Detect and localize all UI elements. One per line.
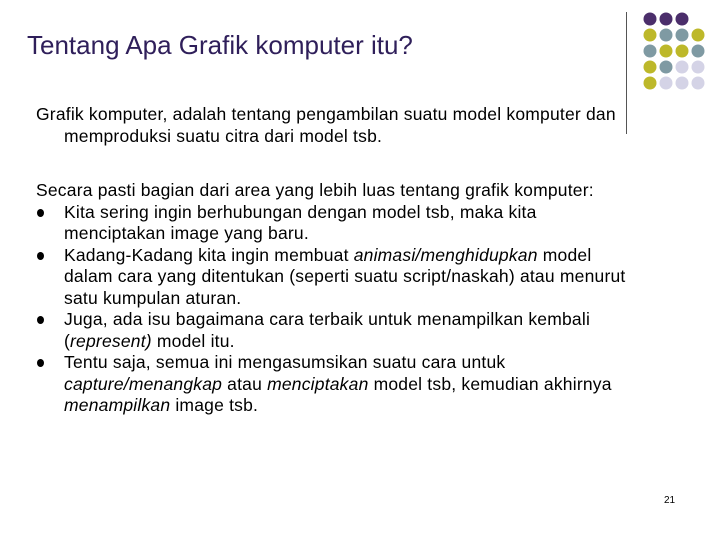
italic-text: capture/menangkap	[64, 373, 223, 394]
bullet-list	[36, 202, 636, 417]
decorative-dot-grid	[640, 10, 720, 120]
bullet-text: model tsb, kemudian akhirnya	[368, 373, 612, 394]
bullet-dot-icon	[37, 316, 44, 324]
italic-text: menciptakan	[267, 373, 369, 394]
paragraph-definition: Grafik komputer, adalah tentang pengambilan suatu model komputer dan memproduksi suatu citra dari model tsb.	[36, 104, 616, 146]
decorative-dot	[676, 13, 689, 26]
decorative-dot	[692, 77, 705, 90]
decorative-dot	[692, 29, 705, 42]
paragraph-intro: Secara pasti bagian dari area yang lebih luas tentang grafik komputer:	[36, 180, 594, 200]
bullet-text: Tentu saja, semua ini mengasumsikan suatu cara untuk	[64, 352, 506, 372]
bullet-dot-icon	[37, 359, 44, 367]
decorative-dot	[644, 61, 657, 74]
bullet-item	[36, 352, 636, 417]
italic-text: animasi/menghidupkan	[353, 244, 538, 265]
decorative-dot	[644, 13, 657, 26]
decorative-dot	[676, 29, 689, 42]
bullet-text: Juga, ada isu bagaimana cara terbaik untuk menampilkan kembali (	[64, 309, 591, 351]
decorative-dot	[644, 45, 657, 58]
decorative-dot	[660, 61, 673, 74]
bullet-dot-icon	[37, 209, 44, 217]
decorative-dot	[644, 29, 657, 42]
slide-body	[36, 104, 636, 417]
bullet-text: model dalam cara yang ditentukan (seperti suatu script/naskah) atau menurut satu kumpulan aturan.	[64, 244, 626, 308]
bullet-text: model itu.	[151, 330, 235, 351]
bullet-item	[36, 309, 636, 352]
italic-text: represent)	[70, 330, 152, 351]
italic-text: menampilkan	[64, 395, 171, 415]
decorative-dot	[660, 29, 673, 42]
page-number: 21	[664, 495, 676, 506]
decorative-dot	[676, 61, 689, 74]
bullet-text: Kita sering ingin berhubungan dengan model tsb, maka kita menciptakan image yang baru.	[64, 201, 537, 243]
bullet-text: Kadang-Kadang kita ingin membuat	[64, 244, 354, 265]
decorative-dot	[692, 45, 705, 58]
bullet-item	[36, 202, 636, 245]
slide-title: Tentang Apa Grafik komputer itu?	[27, 30, 413, 60]
decorative-dot	[660, 77, 673, 90]
bullet-text: image tsb.	[170, 395, 259, 415]
decorative-dot	[660, 13, 673, 26]
decorative-dot	[676, 77, 689, 90]
decorative-dot	[644, 77, 657, 90]
bullet-dot-icon	[37, 252, 44, 260]
decorative-dot	[676, 45, 689, 58]
bullet-text: atau	[222, 373, 268, 394]
bullet-item	[36, 245, 636, 310]
decorative-dot	[660, 45, 673, 58]
decorative-dot	[692, 61, 705, 74]
